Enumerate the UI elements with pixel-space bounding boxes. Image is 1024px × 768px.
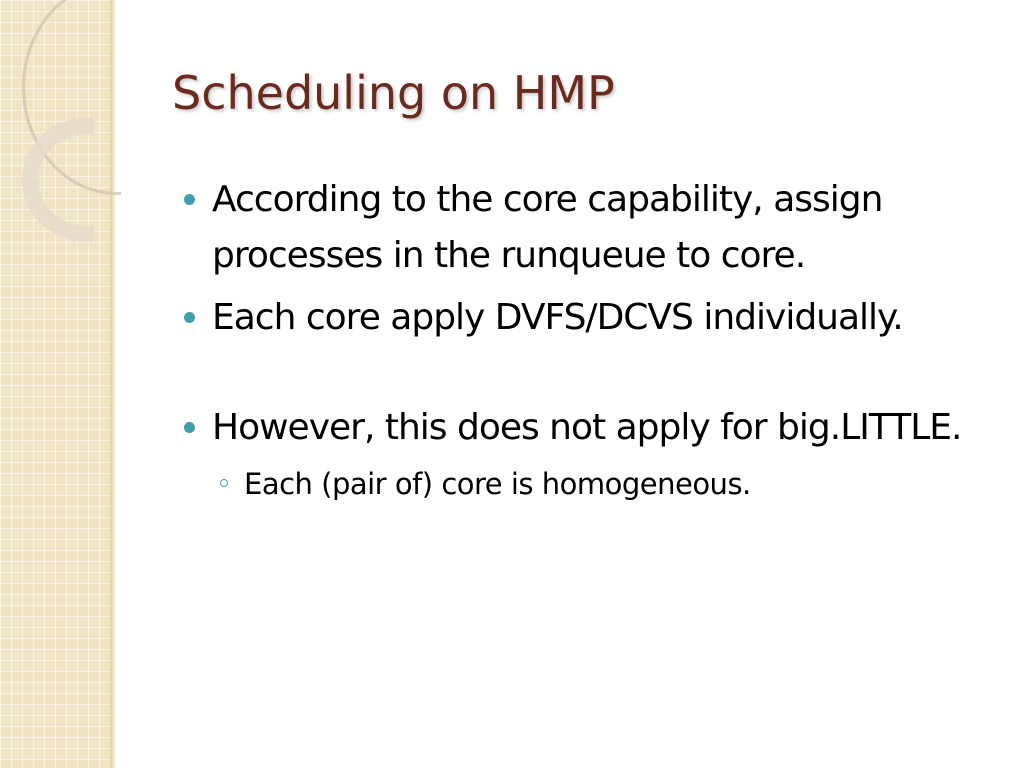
slide-title: Scheduling on HMP [172,66,615,120]
bullet-item [184,172,984,284]
decorative-ring-thick [22,118,152,242]
bullet-text: However, this does not apply for big.LITTLE. [212,407,962,448]
sub-bullet-circle-icon [220,479,228,487]
bullet-dot-icon [184,194,195,205]
bullet-dot-icon [184,422,195,433]
bullet-item [184,400,984,456]
bullet-dot-icon [184,312,195,323]
bullet-text: According to the core capability, assign processes in the runqueue to core. [212,179,883,276]
bullet-item [184,290,984,346]
sub-bullet-item [242,460,984,508]
sub-bullet-text: Each (pair of) core is homogeneous. [244,467,751,501]
bullet-text: Each core apply DVFS/DCVS individually. [212,297,903,338]
slide-content [184,172,984,508]
